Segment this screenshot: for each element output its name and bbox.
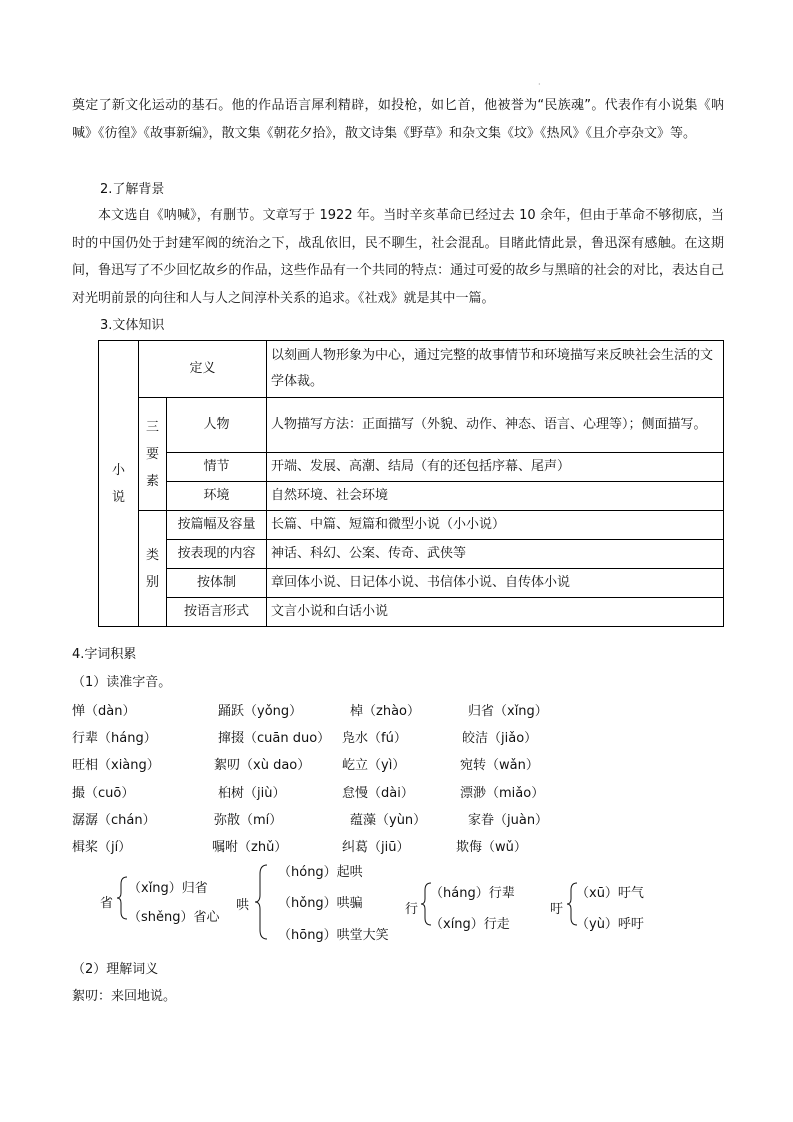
pronunciation-item: 潺潺（chán） bbox=[72, 812, 156, 828]
section-heading-background: 2.了解背景 bbox=[100, 182, 165, 197]
pronunciation-item: 楫桨（jí） bbox=[72, 839, 132, 855]
element-label: 情节 bbox=[167, 453, 267, 482]
pronunciation-row bbox=[72, 700, 672, 727]
polyphone-reading: （hǒng）哄骗 bbox=[278, 896, 363, 911]
background-paragraph: 本文选自《呐喊》，有删节。文章写于 1922 年。当时辛亥革命已经过去 10 余年，但由于革命不够彻底，当时的中国仍处于封建军阀的统治之下，战乱依旧，民不聊生，社会混乱。目睹此情此景，鲁迅深有感触。在这期间，鲁迅写了不少回忆故乡的作品，这些作品有一个共同的特点：通过可爱的故乡与黑暗的社会的对比，表达自己对光明前景的向往和人与人之间淳朴关系的追求。《社戏》就是其中一篇。 bbox=[72, 208, 724, 306]
pronunciation-row bbox=[72, 754, 672, 781]
novel-root-cell bbox=[99, 341, 139, 627]
polyphone-reading: （hóng）起哄 bbox=[278, 865, 363, 880]
pronunciation-item: 棹（zhào） bbox=[350, 704, 420, 719]
pronunciation-item: 嘱咐（zhǔ） bbox=[212, 839, 288, 855]
pronunciation-item: 行辈（háng） bbox=[72, 731, 157, 747]
polyphone-reading: （xū）吁气 bbox=[576, 886, 644, 901]
polyphone-char: 省 bbox=[100, 896, 114, 911]
pronunciation-item: 屹立（yì） bbox=[342, 758, 406, 774]
pronunciation-row bbox=[72, 782, 672, 809]
polyphone-reading: （xíng）行走 bbox=[430, 917, 510, 932]
section-heading-vocabulary: 4.字词积累 bbox=[72, 647, 137, 662]
category-label: 按语言形式 bbox=[167, 598, 267, 627]
pronunciation-item: 欺侮（wǔ） bbox=[456, 839, 527, 855]
element-label: 环境 bbox=[167, 482, 267, 511]
category-label: 按篇幅及容量 bbox=[167, 511, 267, 540]
element-label: 人物 bbox=[167, 398, 267, 453]
pronunciation-item: 撺掇（cuān duo） bbox=[218, 731, 331, 747]
word-definition: 絮叨：来回地说。 bbox=[72, 989, 177, 1004]
elements-label-char: 三 bbox=[145, 419, 159, 435]
polyphone-char: 行 bbox=[405, 902, 419, 917]
definition-text: 以刻画人物形象为中心，通过完整的故事情节和环境描写来反映社会生活的文学体裁。 bbox=[267, 341, 724, 398]
subheading-pronunciation: （1）读准字音。 bbox=[72, 675, 172, 690]
pronunciation-item: 桕树（jiù） bbox=[218, 785, 286, 801]
elements-label-char: 要 bbox=[145, 446, 159, 462]
pronunciation-item: 撮（cuō） bbox=[72, 785, 135, 801]
intro-paragraph: 奠定了新文化运动的基石。他的作品语言犀利精辟，如投枪，如匕首，他被誉为“民族魂”。代表作有小说集《呐喊》《彷徨》《故事新编》，散文集《朝花夕拾》，散文诗集《野草》和杂文集《坟》《热风》《且介亭杂文》等。 bbox=[72, 98, 724, 141]
pronunciation-grid bbox=[72, 700, 672, 863]
pronunciation-item: 皎洁（jiǎo） bbox=[462, 731, 538, 747]
polyphone-char: 哄 bbox=[236, 898, 250, 913]
element-text: 自然环境、社会环境 bbox=[267, 482, 724, 511]
polyphone-reading: （háng）行辈 bbox=[430, 886, 515, 901]
pronunciation-row bbox=[72, 727, 672, 754]
novel-root-char: 说 bbox=[111, 489, 125, 505]
pronunciation-item: 家眷（juàn） bbox=[468, 812, 549, 828]
polyphone-char: 吁 bbox=[550, 902, 564, 917]
pronunciation-item: 凫水（fú） bbox=[342, 731, 407, 747]
categories-label-char: 类 bbox=[145, 547, 159, 563]
pronunciation-item: 弥散（mí） bbox=[214, 812, 283, 828]
category-text: 章回体小说、日记体小说、书信体小说、自传体小说 bbox=[267, 569, 724, 598]
pronunciation-item: 踊跃（yǒng） bbox=[218, 704, 303, 719]
novel-root-char: 小 bbox=[111, 462, 125, 478]
category-text: 文言小说和白话小说 bbox=[267, 598, 724, 627]
element-text: 人物描写方法：正面描写（外貌、动作、神态、语言、心理等）；侧面描写。 bbox=[267, 398, 724, 453]
pronunciation-item: 漂渺（miǎo） bbox=[460, 785, 545, 801]
pronunciation-item: 宛转（wǎn） bbox=[460, 758, 539, 774]
category-label: 按体制 bbox=[167, 569, 267, 598]
pronunciation-row bbox=[72, 809, 672, 836]
pronunciation-row bbox=[72, 836, 672, 863]
category-text: 长篇、中篇、短篇和微型小说（小小说） bbox=[267, 511, 724, 540]
polyphone-reading: （xǐng）归省 bbox=[128, 881, 208, 896]
categories-label-cell bbox=[139, 511, 167, 627]
pronunciation-item: 絮叨（xù dao） bbox=[214, 758, 311, 774]
pronunciation-item: 怠慢（dài） bbox=[342, 785, 414, 801]
scan-dot: · bbox=[538, 80, 541, 89]
subheading-meaning: （2）理解词义 bbox=[72, 962, 159, 977]
polyphone-reading: （shěng）省心 bbox=[128, 910, 220, 925]
polyphone-reading: （hōng）哄堂大笑 bbox=[278, 928, 389, 943]
pronunciation-item: 旺相（xiàng） bbox=[72, 758, 160, 774]
polyphone-reading: （yù）呼吁 bbox=[576, 917, 644, 932]
elements-label-cell bbox=[139, 398, 167, 511]
category-text: 神话、科幻、公案、传奇、武侠等 bbox=[267, 540, 724, 569]
pronunciation-item: 惮（dàn） bbox=[72, 704, 136, 719]
element-text: 开端、发展、高潮、结局（有的还包括序幕、尾声） bbox=[267, 453, 724, 482]
pronunciation-item: 归省（xǐng） bbox=[468, 704, 548, 719]
categories-label-char: 别 bbox=[145, 574, 159, 590]
genre-knowledge-table bbox=[98, 340, 724, 627]
brace-icon bbox=[254, 864, 268, 940]
pronunciation-item: 纠葛（jiū） bbox=[342, 839, 410, 855]
pronunciation-item: 蕴藻（yùn） bbox=[350, 812, 427, 828]
section-heading-genre: 3.文体知识 bbox=[100, 318, 165, 333]
elements-label-char: 素 bbox=[145, 473, 159, 489]
category-label: 按表现的内容 bbox=[167, 540, 267, 569]
brace-icon bbox=[116, 876, 128, 920]
definition-label: 定义 bbox=[139, 341, 267, 398]
